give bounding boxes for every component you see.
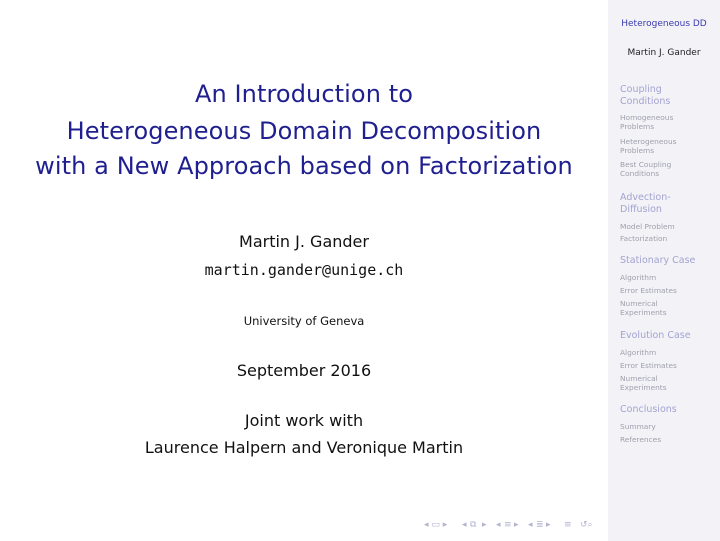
nav-frame-next-icon[interactable]: ▸: [482, 520, 487, 530]
sidebar-item-numerical-experiments-evolution[interactable]: Numerical Experiments: [620, 374, 667, 392]
nav-section-prev-icon[interactable]: ◂: [528, 520, 533, 530]
title-line-2: Heterogeneous Domain Decomposition: [66, 117, 542, 145]
sidebar-item-numerical-experiments-stationary[interactable]: Numerical Experiments: [620, 299, 667, 317]
nav-section-icon: ≣: [536, 520, 544, 530]
sidebar-short-author[interactable]: Martin J. Gander: [627, 48, 701, 58]
title-line-1: An Introduction to: [194, 80, 414, 108]
sidebar-section-coupling-conditions[interactable]: Coupling Conditions: [620, 84, 671, 107]
author-name: Martin J. Gander: [239, 232, 369, 251]
nav-menu-icon[interactable]: ≡: [564, 520, 572, 530]
sidebar-item-heterogeneous-problems[interactable]: Heterogeneous Problems: [620, 137, 677, 155]
sidebar-item-references[interactable]: References: [620, 435, 662, 444]
nav-search-icon[interactable]: ↺⌕: [580, 520, 593, 530]
sidebar-section-conclusions[interactable]: Conclusions: [620, 404, 677, 415]
presentation-date: September 2016: [236, 361, 372, 380]
sidebar-item-error-estimates-evolution[interactable]: Error Estimates: [620, 361, 677, 370]
sidebar-short-title[interactable]: Heterogeneous DD: [621, 19, 707, 29]
sidebar-item-summary[interactable]: Summary: [620, 422, 656, 431]
joint-work-label: Joint work with: [244, 411, 364, 430]
sidebar-item-factorization[interactable]: Factorization: [620, 234, 668, 243]
author-email: martin.gander@unige.ch: [204, 261, 404, 279]
nav-section-next-icon[interactable]: ▸: [546, 520, 551, 530]
navigation-bar: [424, 520, 604, 534]
institution: University of Geneva: [243, 314, 365, 328]
sidebar-item-homogeneous-problems[interactable]: Homogeneous Problems: [620, 113, 674, 131]
nav-frame-icon: ⧉: [470, 520, 477, 530]
coauthors: Laurence Halpern and Veronique Martin: [144, 438, 464, 457]
sidebar-item-best-coupling-conditions[interactable]: Best Coupling Conditions: [620, 160, 672, 178]
title-line-3: with a New Approach based on Factorization: [35, 152, 573, 180]
nav-first-icon[interactable]: ◂ ▭ ▸: [424, 520, 448, 530]
sidebar-item-algorithm-evolution[interactable]: Algorithm: [620, 348, 657, 357]
nav-frame-prev-icon[interactable]: ◂: [462, 520, 467, 530]
nav-subsection-next-icon[interactable]: ▸: [514, 520, 519, 530]
sidebar-item-algorithm-stationary[interactable]: Algorithm: [620, 273, 657, 282]
sidebar-section-stationary-case[interactable]: Stationary Case: [620, 255, 696, 266]
sidebar-item-model-problem[interactable]: Model Problem: [620, 222, 675, 231]
sidebar-section-evolution-case[interactable]: Evolution Case: [620, 330, 691, 341]
sidebar-item-error-estimates-stationary[interactable]: Error Estimates: [620, 286, 677, 295]
nav-subsection-prev-icon[interactable]: ◂: [496, 520, 501, 530]
sidebar-section-advection-diffusion[interactable]: Advection- Diffusion: [620, 192, 671, 215]
nav-subsection-icon: ≡: [504, 520, 512, 530]
sidebar: [608, 0, 720, 541]
